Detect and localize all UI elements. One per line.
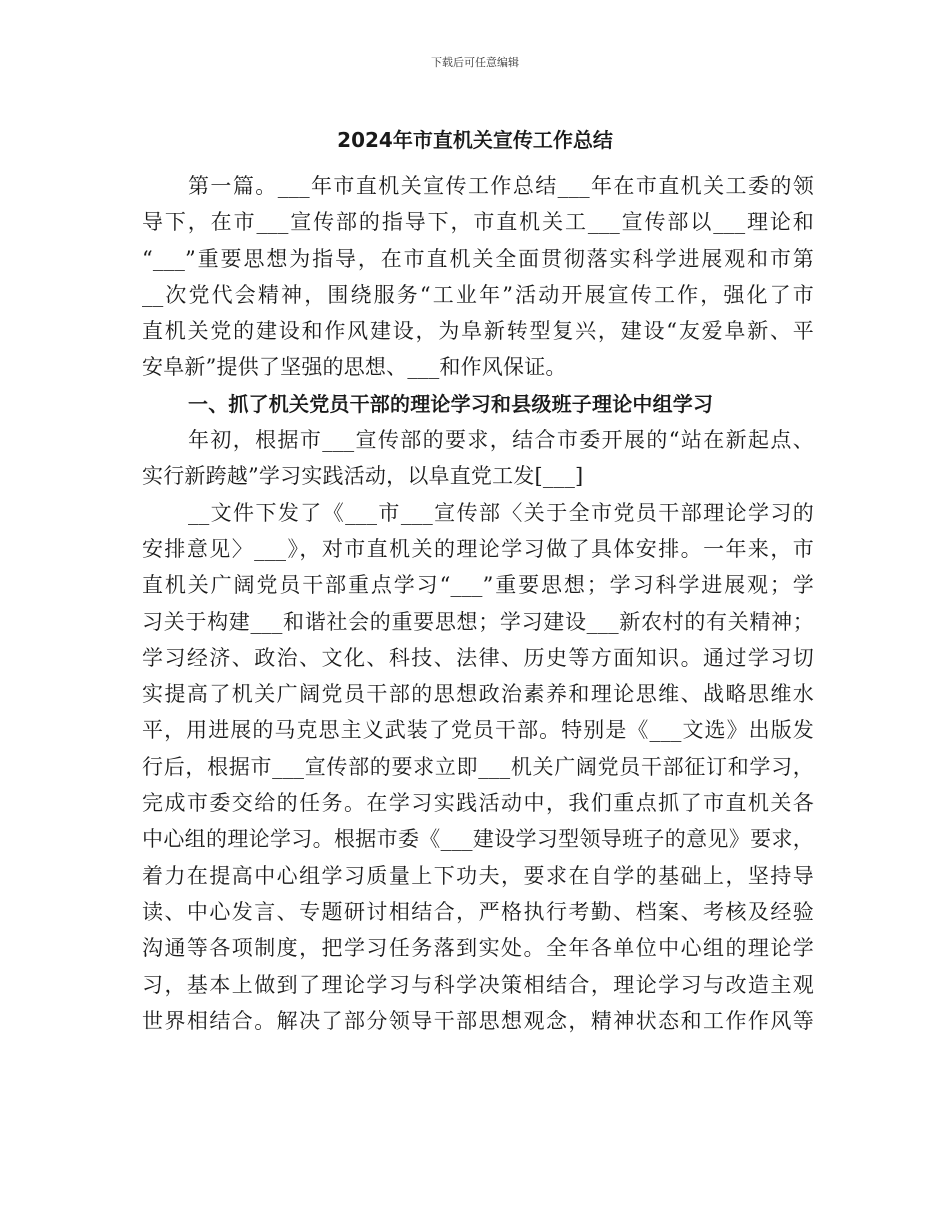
paragraph-line: 习，基本上做到了理论学习与科学决策相结合，理论学习与改造主观 — [142, 972, 814, 997]
paragraph-line: 安排意见〉___》，对市直机关的理论学习做了具体安排。一年来，市 — [142, 536, 814, 561]
paragraph-line: “___”重要思想为指导，在市直机关全面贯彻落实科学进展观和市第 — [142, 246, 814, 271]
paragraph-line: 安阜新”提供了坚强的思想、___和作风保证。 — [142, 355, 567, 380]
paragraph-line: 读、中心发言、专题研讨相结合，严格执行考勤、档案、考核及经验 — [142, 899, 814, 924]
paragraph-line: 行后，根据市___宣传部的要求立即___机关广阔党员干部征订和学习， — [142, 754, 814, 779]
paragraph-line: 直机关广阔党员干部重点学习“___”重要思想；学习科学进展观；学 — [142, 573, 814, 598]
paragraph-line: 习关于构建___和谐社会的重要思想；学习建设___新农村的有关精神； — [142, 609, 814, 634]
paragraph-line: 世界相结合。解决了部分领导干部思想观念，精神状态和工作作风等 — [142, 1008, 814, 1033]
paragraph-line: 第一篇。___年市直机关宣传工作总结___年在市直机关工委的领 — [188, 174, 814, 198]
paragraph-line: 实行新跨越”学习实践活动，以阜直党工发[___] — [142, 464, 584, 489]
section-heading: 一、抓了机关党员干部的理论学习和县级班子理论中组学习 — [188, 391, 714, 416]
paragraph-line: 年初，根据市___宣传部的要求，结合市委开展的“站在新起点、 — [188, 428, 814, 453]
paragraph-line: 直机关党的建设和作风建设，为阜新转型复兴，建设“友爱阜新、平 — [142, 319, 814, 344]
paragraph-line: 沟通等各项制度，把学习任务落到实处。全年各单位中心组的理论学 — [142, 936, 814, 961]
paragraph-line: __文件下发了《___市___宣传部〈关于全市党员干部理论学习的 — [188, 500, 814, 525]
paragraph-line: 中心组的理论学习。根据市委《___建设学习型领导班子的意见》要求， — [142, 827, 814, 852]
paragraph-line: 着力在提高中心组学习质量上下功夫，要求在自学的基础上，坚持导 — [142, 863, 814, 888]
paragraph-line: 导下，在市___宣传部的指导下，市直机关工___宣传部以___理论和 — [142, 210, 814, 235]
document-body — [142, 168, 814, 1039]
paragraph-line: 平，用进展的马克思主义武装了党员干部。特别是《___文选》出版发 — [142, 718, 814, 743]
paragraph-line: 学习经济、政治、文化、科技、法律、历史等方面知识。通过学习切 — [142, 645, 814, 670]
paragraph-line: 完成市委交给的任务。在学习实践活动中，我们重点抓了市直机关各 — [142, 791, 814, 816]
paragraph-line: 实提高了机关广阔党员干部的思想政治素养和理论思维、战略思维水 — [142, 682, 814, 707]
paragraph-line: __次党代会精神，围绕服务“工业年”活动开展宣传工作，强化了市 — [142, 282, 814, 307]
document-title: 2024年市直机关宣传工作总结 — [337, 128, 613, 152]
page-header-note: 下载后可任意编辑 — [431, 56, 519, 69]
